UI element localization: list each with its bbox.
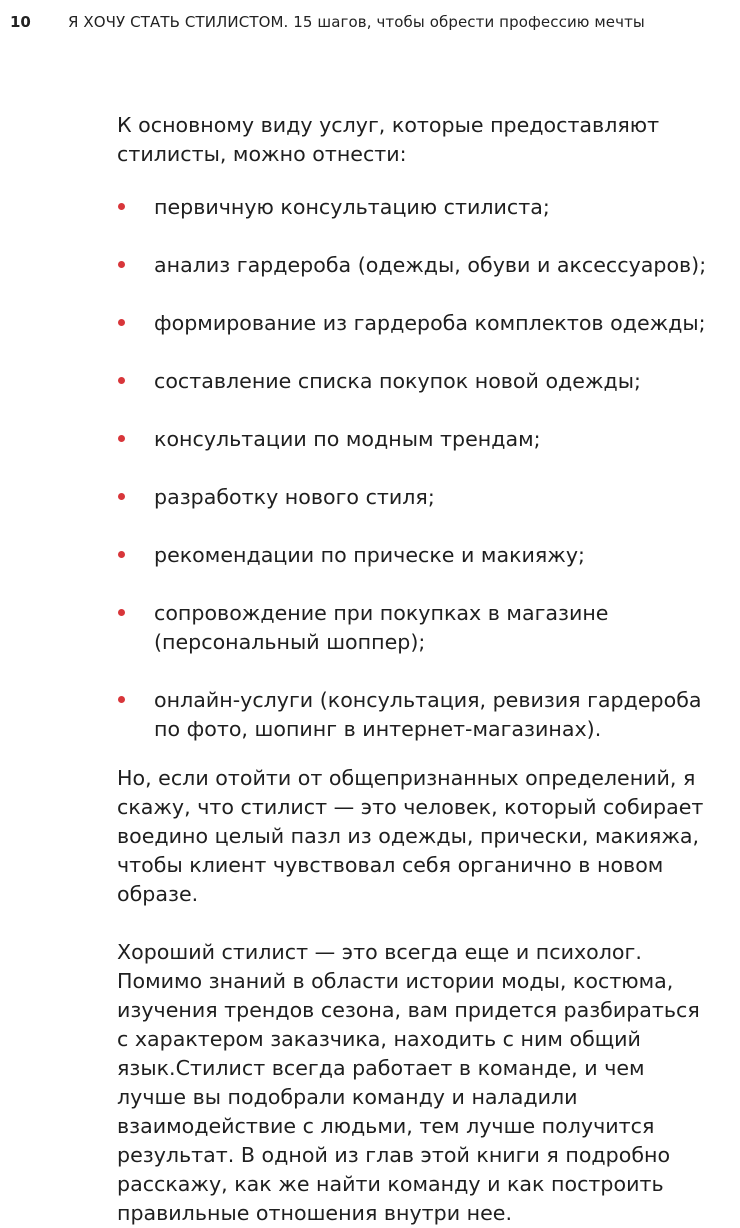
list-item xyxy=(117,599,717,657)
list-item-text: разработку нового стиля; xyxy=(154,485,435,509)
list-item-text: анализ гардероба (одежды, обуви и аксессуаров); xyxy=(154,253,707,277)
bullet-icon xyxy=(118,319,125,326)
list-item-text: онлайн-услуги (консультация, ревизия гардероба по фото, шопинг в интернет-магазинах). xyxy=(154,688,702,741)
bullet-icon xyxy=(118,609,125,616)
list-item xyxy=(117,367,717,396)
book-title: Я ХОЧУ СТАТЬ СТИЛИСТОМ. 15 шагов, чтобы обрести профессию мечты xyxy=(68,13,645,31)
paragraph-definition: Но, если отойти от общепризнанных определений, я скажу, что стилист — это человек, который собирает воедино целый пазл из одежды, прически, макияжа, чтобы клиент чувствовал себя органично в новом образе. xyxy=(117,766,704,906)
list-item-text: составление списка покупок новой одежды; xyxy=(154,369,641,393)
list-item xyxy=(117,541,717,570)
bullet-icon xyxy=(118,696,125,703)
list-item-text: формирование из гардероба комплектов одежды; xyxy=(154,311,706,335)
list-item-text: рекомендации по прическе и макияжу; xyxy=(154,543,585,567)
list-item-text: сопровождение при покупках в магазине (персональный шоппер); xyxy=(154,601,609,654)
bullet-icon xyxy=(118,261,125,268)
list-item xyxy=(117,483,717,512)
running-header xyxy=(10,12,730,32)
page-body xyxy=(117,111,717,1228)
intro-paragraph: К основному виду услуг, которые предоставляют стилисты, можно отнести: xyxy=(117,113,660,166)
paragraph-psychologist: Хороший стилист — это всегда еще и психолог. Помимо знаний в области истории моды, костюма, изучения трендов сезона, вам придется разбираться с характером заказчика, находить с ним общий язык.Стилист всегда работает в команде, и чем лучше вы подобрали команду и наладили взаимодействие с людьми, тем лучше получится результат. В одной из глав этой книги я подробно расскажу, как же найти команду и как построить правильные отношения внутри нее. xyxy=(117,940,700,1225)
page-number: 10 xyxy=(10,13,31,31)
list-item-text: первичную консультацию стилиста; xyxy=(154,195,550,219)
bullet-icon xyxy=(118,203,125,210)
bullet-icon xyxy=(118,493,125,500)
list-item xyxy=(117,425,717,454)
list-item xyxy=(117,309,717,338)
bullet-icon xyxy=(118,551,125,558)
bullet-icon xyxy=(118,377,125,384)
bullet-icon xyxy=(118,435,125,442)
list-item xyxy=(117,251,717,280)
services-list xyxy=(117,193,717,744)
list-item xyxy=(117,686,717,744)
list-item-text: консультации по модным трендам; xyxy=(154,427,541,451)
list-item xyxy=(117,193,717,222)
